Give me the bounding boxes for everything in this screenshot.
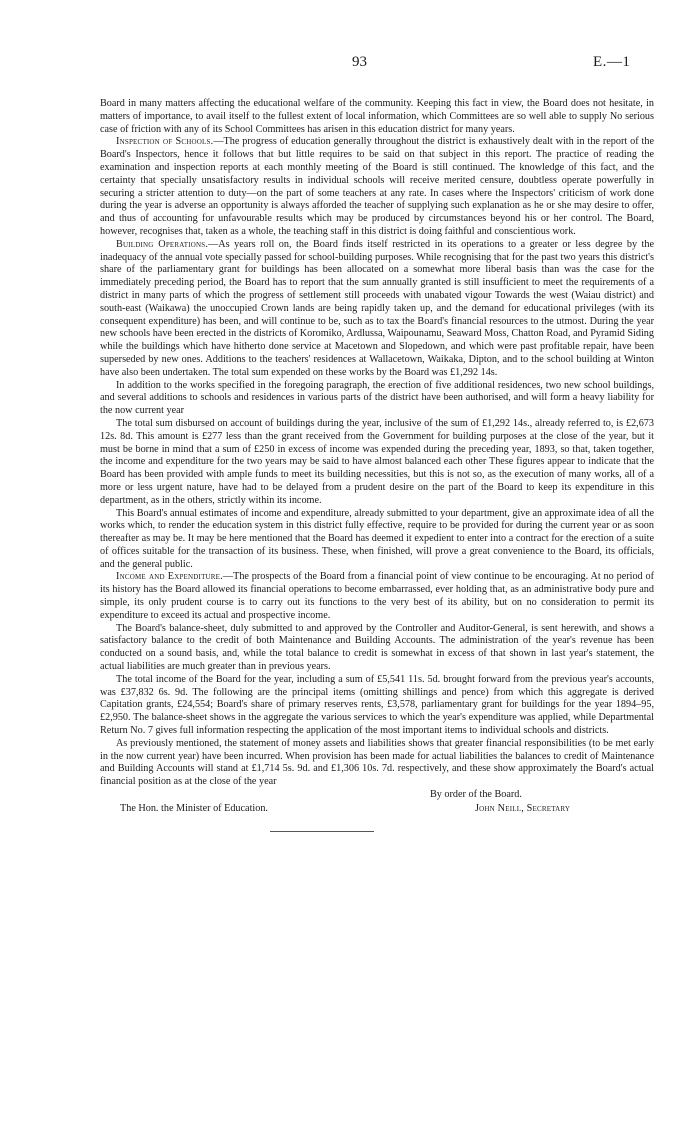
paragraph-building [100, 239, 654, 380]
paragraph-income [100, 571, 654, 622]
paragraph-inspection [100, 136, 654, 238]
section-heading: Income and Expenditure. [116, 571, 223, 583]
paragraph-liabilities [100, 738, 654, 789]
paragraph-text: As previously mentioned, the statement of money assets and liabilities shows that greater financial responsibilities (to be met early in the now current year) have been incurred. When provision has been made for actual liabilities the balances to credit of Maintenance and Building Accounts will stand at £1,714 5s. 9d. and £1,306 10s. 7d. respectively, and these show approximately the Board's actual financial position as at the close of the year [100, 737, 654, 788]
closing-rule [270, 831, 374, 832]
section-heading: Inspection of Schools. [116, 136, 214, 148]
paragraph-estimates [100, 508, 654, 572]
document-code: E.—1 [593, 54, 631, 70]
paragraph-text: —As years roll on, the Board finds itself restricted in its operations to a greater or less degree by the inadequacy of the annual vote specially passed for school-building purposes. While recognising that for the past two years this district's share of the parliamentary grant for buildings has been allocated on a somewhat more liberal basis than was the case for the immediately preceding period, the Board has to report that the sum annually granted is still insufficient to meet the requirements of a district in many parts of which the progress of settlement still proceeds with unabated vigour Towards the west (Waiau district) and south-east (Waikawa) the unoccupied Crown lands are being rapidly taken up, and the demand for educational privileges (with its consequent expenditure) has been, and will continue to be, such as to tax the Board's financial resources to the utmost. During the year new schools have been erected in the districts of Koromiko, Ardlussa, Waipounamu, Seaward Moss, Chatton Road, and Pyramid Siding while the buildings which have hitherto done service at Macetown and Slopedown, and which were past profitable repair, have been superseded by new ones. Additions to the teachers' residences at Wallacetown, Waikaka, Dipton, and to the school building at Winton have also been undertaken. The total sum expended on these works by the Board was £1,292 14s. [100, 238, 655, 378]
paragraph-text: —The progress of education generally throughout the district is exhaustively dealt with in the report of the Board's Inspectors, hence it follows that but little requires to be said on that subject in this report. The practice of reading the examination and inspection reports at each monthly meeting of the Board is still continued. The knowledge of this fact, and the certainty that specially unsatisfactory results in individual schools will receive merited censure, doubtless operate powerfully in securing a stricter attention to duty—on the part of some teachers at any rate. In cases where the Inspectors' criticism of work done during the year is adverse an opportunity is always afforded the teacher of supplying such explanation as he or she may desire to offer, and thus of accounting for unfavourable results which may be produced by circumstances beyond his or her control. The Board, however, recognises that, taken as a whole, the teaching staff in this district is doing faithful and conscientious work. [100, 136, 654, 237]
section-heading: Building Operations. [116, 238, 209, 250]
paragraph-text: The total income of the Board for the year, including a sum of £5,541 11s. 5d. brought forward from the previous year's accounts, was £37,832 6s. 9d. The following are the principal items (omitting shillings and pence) from which this aggregate is derived Capitation grants, £24,554; Board's share of primary reserves rents, £3,578, parliamentary grant for buildings for the year 1894–95, £2,950. The balance-sheet shows in the aggregate the various services to which the year's expenditure was applied, while Departmental Return No. 7 gives full information respecting the application of the most important items to individual schools and districts. [100, 673, 654, 737]
paragraph-building-disbursement [100, 418, 654, 508]
addressee: The Hon. the Minister of Education. [120, 803, 268, 815]
signature-row [100, 803, 654, 817]
paragraph-balance-sheet [100, 623, 654, 674]
paragraph-additional-works [100, 380, 654, 418]
paragraph-text: The Board's balance-sheet, duly submitted to and approved by the Controller and Auditor-General, is sent herewith, and shows a satisfactory balance to the credit of both Maintenance and Building Accounts. The administration of the year's revenue has been conducted on a sound basis, and, while the total balance to credit is somewhat in excess of that shown in last year's statement, the actual liabilities are much greater than in previous years. [100, 622, 654, 673]
page-number: 93 [352, 54, 367, 70]
by-order-row [100, 789, 654, 803]
page-header [0, 56, 700, 76]
signatory: John Neill, Secretary [475, 803, 571, 815]
paragraph-text: The total sum disbursed on account of buildings during the year, inclusive of the sum of £1,292 14s., already referred to, is £2,673 12s. 8d. This amount is £277 less than the grant received from the Government for building purposes at the close of the year, but it must be borne in mind that a sum of £250 in excess of income was expended during the preceding year, 1893, so that, taken together, the income and expenditure for the two years may be said to have almost balanced each other These figures appear to indicate that the Board has been provided with ample funds to meet its building necessities, but this is not so, as the execution of many works, all of a more or less urgent nature, have had to be delayed from a prudent desire on the part of the Board to keep its expenditure in this department, as in the others, strictly within its income. [100, 417, 654, 506]
paragraph-community [100, 98, 654, 136]
paragraph-text: —The prospects of the Board from a financial point of view continue to be encouraging. At no period of its history has the Board allowed its financial operations to become embarrassed, ever holding that, as an administrative body pure and simple, its only prudent course is to carry out its functions to the very best of its ability, but on no consideration to permit its expenditure to exceed its actual and prospective income. [100, 571, 654, 621]
paragraph-total-income [100, 674, 654, 738]
paragraph-text: This Board's annual estimates of income and expenditure, already submitted to your department, give an approximate idea of all the works which, to render the education system in this district fully effective, require to be provided for during the current year or as soon thereafter as may be. It may be here mentioned that the Board has deemed it expedient to enter into a contract for the erection of a suite of offices suitable for the transaction of its business. These, when finished, will prove a great convenience to the Board, its officials, and the general public. [100, 507, 654, 570]
paragraph-text: Board in many matters affecting the educational welfare of the community. Keeping this fact in view, the Board does not hesitate, in matters of importance, to avail itself to the fullest extent of local information, which Committees are so well able to supply No serious case of friction with any of its School Committees has arisen in this education district for many years. [100, 98, 654, 135]
paragraph-text: In addition to the works specified in the foregoing paragraph, the erection of five additional residences, two new school buildings, and several additions to schools and residences in various parts of the district have been authorised, and will form a heavy liability for the now current year [100, 379, 654, 417]
report-body [100, 98, 654, 832]
by-order-line: By order of the Board. [430, 789, 522, 801]
